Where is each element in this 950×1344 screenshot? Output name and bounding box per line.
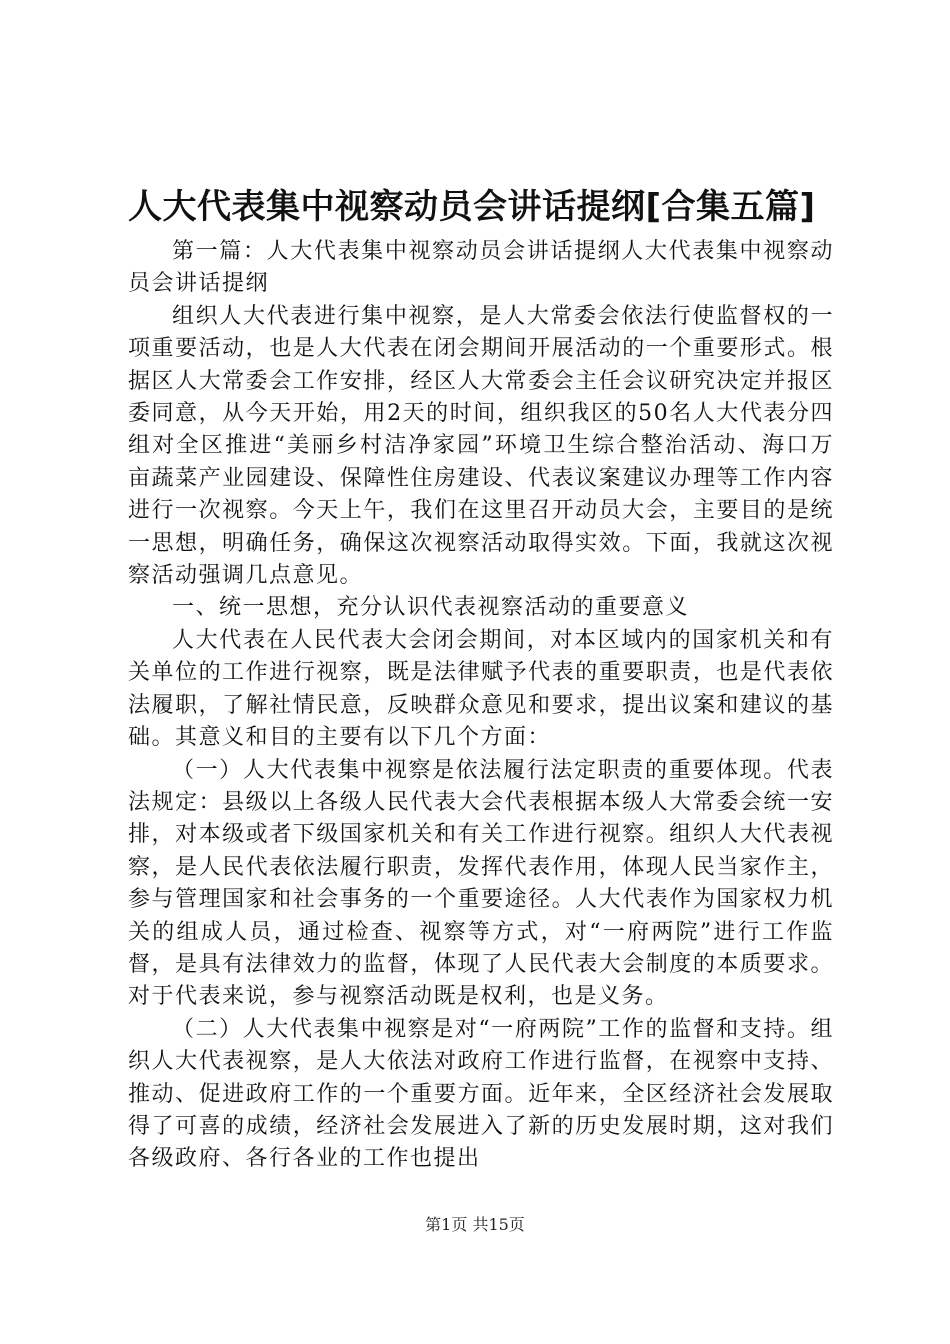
paragraph-intro: 组织人大代表进行集中视察，是人大常委会依法行使监督权的一项重要活动，也是人大代表在闭会期间开展活动的一个重要形式。根据区人大常委会工作安排，经区人大常委会主任会议研究决定并报区委同意，从今天开始，用2天的时间，组织我区的50名人大代表分四组对全区推进“美丽乡村洁净家园”环境卫生综合整治活动、海口万亩蔬菜产业园建设、保障性住房建设、代表议案建议办理等工作内容进行一次视察。今天上午，我们在这里召开动员大会，主要目的是统一思想，明确任务，确保这次视察活动取得实效。下面，我就这次视察活动强调几点意见。	[128, 303, 834, 589]
paragraph-chapter-heading: 第一篇：人大代表集中视察动员会讲话提纲人大代表集中视察动员会讲话提纲	[128, 239, 834, 297]
paragraph-point-one: （一）人大代表集中视察是依法履行法定职责的重要体现。代表法规定：县级以上各级人民代表大会代表根据本级人大常委会统一安排，对本级或者下级国家机关和有关工作进行视察。组织人大代表视察，是人民代表依法履行职责，发挥代表作用，体现人民当家作主，参与管理国家和社会事务的一个重要途径。人大代表作为国家权力机关的组成人员，通过检查、视察等方式，对“一府两院”进行工作监督，是具有法律效力的监督，体现了人民代表大会制度的本质要求。对于代表来说，参与视察活动既是权利，也是义务。	[128, 757, 834, 1010]
paragraph-significance: 人大代表在人民代表大会闭会期间，对本区域内的国家机关和有关单位的工作进行视察，既是法律赋予代表的重要职责，也是代表依法履职，了解社情民意，反映群众意见和要求，提出议案和建议的基础。其意义和目的主要有以下几个方面：	[128, 627, 834, 751]
paragraph-point-two: （二）人大代表集中视察是对“一府两院”工作的监督和支持。组织人大代表视察，是人大依法对政府工作进行监督，在视察中支持、推动、促进政府工作的一个重要方面。近年来，全区经济社会发展取得了可喜的成绩，经济社会发展进入了新的历史发展时期，这对我们各级政府、各行各业的工作也提出	[128, 1016, 834, 1172]
document-title: 人大代表集中视察动员会讲话提纲[合集五篇]	[128, 187, 816, 227]
section-heading: 一、统一思想，充分认识代表视察活动的重要意义	[172, 595, 690, 621]
document-body	[128, 236, 834, 1176]
page-number-footer: 第1页 共15页	[425, 1215, 525, 1234]
